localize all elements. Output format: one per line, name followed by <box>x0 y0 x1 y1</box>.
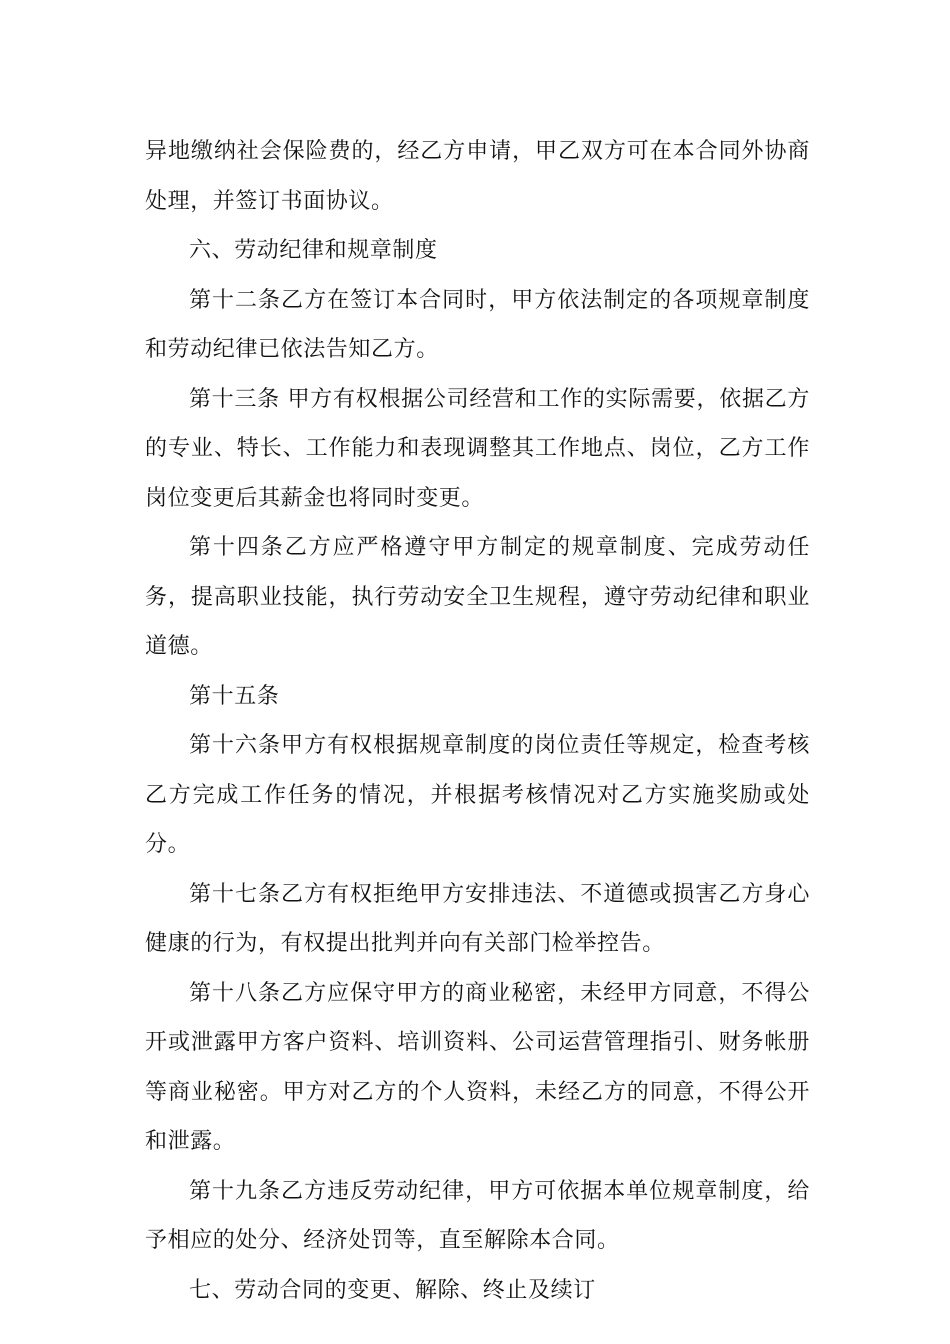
section-heading-six: 六、劳动纪律和规章制度 <box>189 238 438 263</box>
article-19: 第十九条乙方违反劳动纪律，甲方可依据本单位规章制度，给予相应的处分、经济处罚等，直至解除本合同。 <box>145 1178 810 1253</box>
article-14: 第十四条乙方应严格遵守甲方制定的规章制度、完成劳动任务，提高职业技能，执行劳动安全卫生规程，遵守劳动纪律和职业道德。 <box>145 535 810 659</box>
article-18: 第十八条乙方应保守甲方的商业秘密，未经甲方同意，不得公开或泄露甲方客户资料、培训资料、公司运营管理指引、财务帐册等商业秘密。甲方对乙方的个人资料，未经乙方的同意，不得公开和泄露。 <box>145 980 810 1154</box>
document-body <box>145 127 810 1315</box>
paragraph-continuation: 异地缴纳社会保险费的，经乙方申请，甲乙双方可在本合同外协商处理，并签订书面协议。 <box>145 139 810 214</box>
article-15: 第十五条 <box>189 683 280 709</box>
article-12: 第十二条乙方在签订本合同时，甲方依法制定的各项规章制度和劳动纪律已依法告知乙方。 <box>145 287 810 362</box>
article-17: 第十七条乙方有权拒绝甲方安排违法、不道德或损害乙方身心健康的行为，有权提出批判并向有关部门检举控告。 <box>145 881 810 956</box>
article-16: 第十六条甲方有权根据规章制度的岗位责任等规定，检查考核乙方完成工作任务的情况，并根据考核情况对乙方实施奖励或处分。 <box>145 733 810 857</box>
article-13: 第十三条 甲方有权根据公司经营和工作的实际需要，依据乙方的专业、特长、工作能力和表现调整其工作地点、岗位，乙方工作岗位变更后其薪金也将同时变更。 <box>145 386 810 511</box>
section-heading-seven: 七、劳动合同的变更、解除、终止及续订 <box>189 1277 596 1303</box>
